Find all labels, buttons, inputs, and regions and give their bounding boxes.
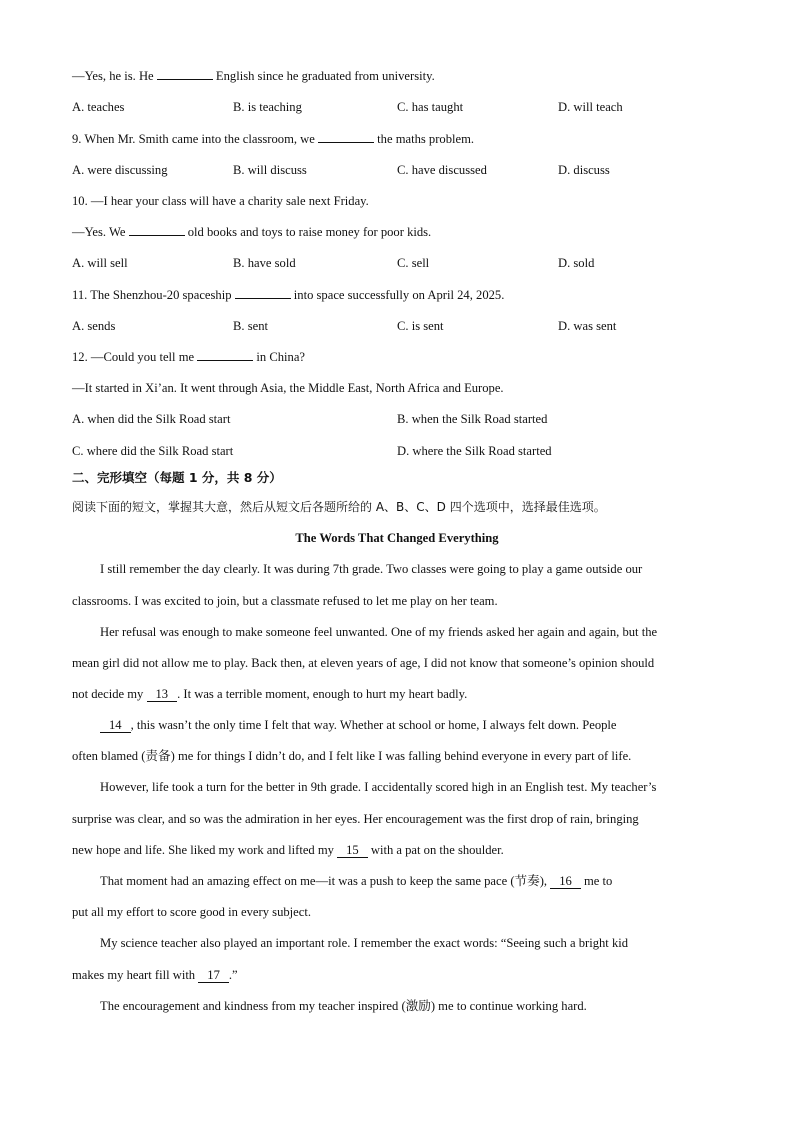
q10-stem-after: old books and toys to raise money for poor kids. (184, 225, 432, 239)
passage-p6-line1: My science teacher also played an important role. I remember the exact words: “Seeing such a bright kid (100, 936, 629, 950)
q10-options (72, 255, 732, 271)
q12-stem-after: in China? (253, 350, 305, 364)
q8-options (72, 99, 732, 115)
q12-option-d: D. where the Silk Road started (397, 444, 552, 458)
passage-p6-line2-after: .” (228, 968, 238, 982)
q8-blank (157, 68, 213, 80)
section-instruction: 阅读下面的短文，掌握其大意，然后从短文后各题所给的 A、B、C、D 四个选项中，选择最佳选项。 (72, 500, 606, 514)
passage-p4-line3-before: new hope and life. She liked my work and lifted my (72, 843, 338, 857)
q11-blank (235, 287, 291, 299)
passage-p2-line3 (72, 686, 467, 702)
q12-option-a: A. when did the Silk Road start (72, 412, 231, 426)
q9-stem-text: 9. When Mr. Smith came into the classroom, we (72, 132, 319, 146)
q11-option-d: D. was sent (558, 319, 617, 333)
q11-stem-after: into space successfully on April 24, 2025. (290, 288, 505, 302)
q12-options-row1 (72, 411, 732, 427)
q8-option-d: D. will teach (558, 100, 623, 114)
q12-stem (72, 349, 305, 365)
passage-p5-line1-before: That moment had an amazing effect on me—it was a push to keep the same pace (节奏), (100, 874, 551, 888)
passage-p2-line3-after: . It was a terrible moment, enough to hurt my heart badly. (177, 687, 468, 701)
q9-stem-after: the maths problem. (374, 132, 475, 146)
q9-option-c: C. have discussed (397, 163, 487, 177)
q9-stem (72, 131, 474, 147)
q10-option-b: B. have sold (233, 256, 296, 270)
passage-p3-line1 (100, 717, 617, 733)
q12-options-row2 (72, 443, 732, 459)
q8-stem-text: —Yes, he is. He (72, 69, 157, 83)
passage-p7-line1: The encouragement and kindness from my teacher inspired (激励) me to continue working hard. (100, 999, 587, 1013)
passage-p4-line1: However, life took a turn for the better in 9th grade. I accidentally scored high in an English test. My teacher’s (100, 780, 657, 794)
blank-14: 14 (100, 718, 131, 733)
passage-p1-line2: classrooms. I was excited to join, but a classmate refused to let me play on her team. (72, 594, 498, 608)
q11-options (72, 318, 732, 334)
q10-option-d: D. sold (558, 256, 595, 270)
passage-p2-line3-before: not decide my (72, 687, 147, 701)
blank-15: 15 (337, 843, 368, 858)
passage-p2-line1: Her refusal was enough to make someone feel unwanted. One of my friends asked her again and again, but the (100, 625, 658, 639)
passage-p3-line2: often blamed (责备) me for things I didn’t do, and I felt like I was falling behind everyone in every part of life. (72, 749, 632, 763)
passage-p5-line1-after: me to (580, 874, 613, 888)
q10-option-a: A. will sell (72, 256, 128, 270)
q12-option-c: C. where did the Silk Road start (72, 444, 234, 458)
q11-stem-text: 11. The Shenzhou-20 spaceship (72, 288, 235, 302)
q11-option-a: A. sends (72, 319, 116, 333)
q12-option-b: B. when the Silk Road started (397, 412, 548, 426)
q12-stem-text: 12. —Could you tell me (72, 350, 198, 364)
q10-option-c: C. sell (397, 256, 430, 270)
passage-p3-line1-after: , this wasn’t the only time I felt that way. Whether at school or home, I always felt down. People (130, 718, 617, 732)
q8-option-a: A. teaches (72, 100, 125, 114)
q8-stem (72, 68, 435, 84)
q9-option-d: D. discuss (558, 163, 610, 177)
q10-stem-text: —Yes. We (72, 225, 129, 239)
q8-option-b: B. is teaching (233, 100, 302, 114)
q10-blank (129, 224, 185, 236)
q9-options (72, 162, 732, 178)
q12-line2: —It started in Xi’an. It went through Asia, the Middle East, North Africa and Europe. (72, 381, 504, 395)
blank-16: 16 (550, 874, 581, 889)
q10-stem (72, 224, 431, 240)
passage-p4-line2: surprise was clear, and so was the admiration in her eyes. Her encouragement was the first drop of rain, bringing (72, 812, 639, 826)
passage-p2-line2: mean girl did not allow me to play. Back then, at eleven years of age, I did not know that someone’s opinion should (72, 656, 655, 670)
q8-option-c: C. has taught (397, 100, 464, 114)
passage-title: The Words That Changed Everything (295, 531, 499, 545)
blank-13: 13 (147, 687, 178, 702)
passage-p4-line3-after: with a pat on the shoulder. (367, 843, 504, 857)
q9-option-a: A. were discussing (72, 163, 168, 177)
q9-option-b: B. will discuss (233, 163, 307, 177)
passage-p1-line1: I still remember the day clearly. It was during 7th grade. Two classes were going to play a game outside our (100, 562, 643, 576)
passage-p6-line2 (72, 967, 238, 983)
q11-option-c: C. is sent (397, 319, 444, 333)
q8-stem-after: English since he graduated from university. (212, 69, 435, 83)
q10-line1: 10. —I hear your class will have a charity sale next Friday. (72, 194, 369, 208)
blank-17: 17 (198, 968, 229, 983)
passage-p6-line2-before: makes my heart fill with (72, 968, 199, 982)
q11-stem (72, 287, 504, 303)
q11-option-b: B. sent (233, 319, 268, 333)
q9-blank (318, 131, 374, 143)
passage-p5-line1 (100, 873, 612, 889)
q12-blank (197, 349, 253, 361)
section-heading: 二、完形填空（每题 1 分，共 8 分） (72, 470, 282, 485)
passage-p4-line3 (72, 842, 504, 858)
passage-p5-line2: put all my effort to score good in every subject. (72, 905, 311, 919)
